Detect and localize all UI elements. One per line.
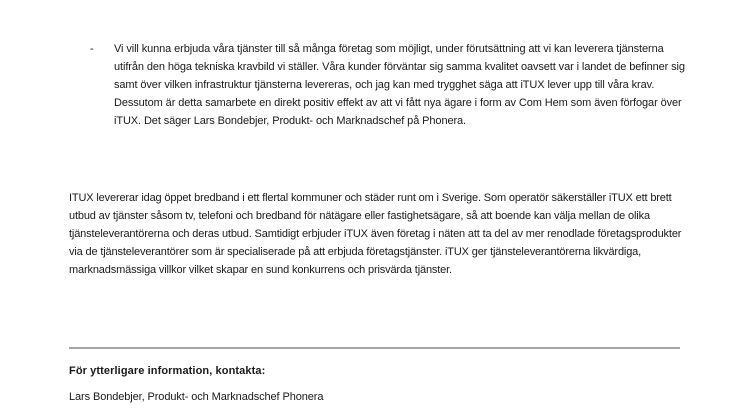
contact-person: Lars Bondebjer, Produkt- och Marknadschef Phonera bbox=[69, 391, 324, 403]
bullet-quote-text: Vi vill kunna erbjuda våra tjänster till så många företag som möjligt, under förutsättning att vi kan leverera tjänsterna utifrån den höga tekniska kravbild vi ställer. Våra kunder förväntar sig samma kvalitet oavsett var i landet de befinner sig samt över vilken infrastruktur tjänsterna levereras, och jag kan med trygghet säga att iTUX lever upp till våra krav. Dessutom är detta samarbete en direkt positiv effekt av att vi fått nya ägare i form av Com Hem som även förfogar över iTUX. Det säger Lars Bondebjer, Produkt- och Marknadschef på Phonera. bbox=[114, 43, 685, 127]
contact-heading: För ytterligare information, kontakta: bbox=[69, 365, 266, 377]
bullet-marker: - bbox=[90, 43, 94, 55]
body-paragraph: ITUX levererar idag öppet bredband i ett flertal kommuner och städer runt om i Sverige. Som operatör säkerställer iTUX ett brett utbud av tjänster såsom tv, telefoni och bredband för nätägare eller fastighetsägare, så att boende kan välja mellan de olika tjänsteleverantörerna och deras utbud. Samtidigt erbjuder iTUX även företag i näten att ta del av mer renodlade företagsprodukter via de tjänsteleverantörer som är specialiserade på att erbjuda företagstjänster. iTUX ger tjänsteleverantörerna likvärdiga, marknadsmässiga villkor vilket skapar en sund konkurrens och prisvärda tjänster. bbox=[69, 192, 682, 276]
section-divider bbox=[69, 347, 680, 349]
